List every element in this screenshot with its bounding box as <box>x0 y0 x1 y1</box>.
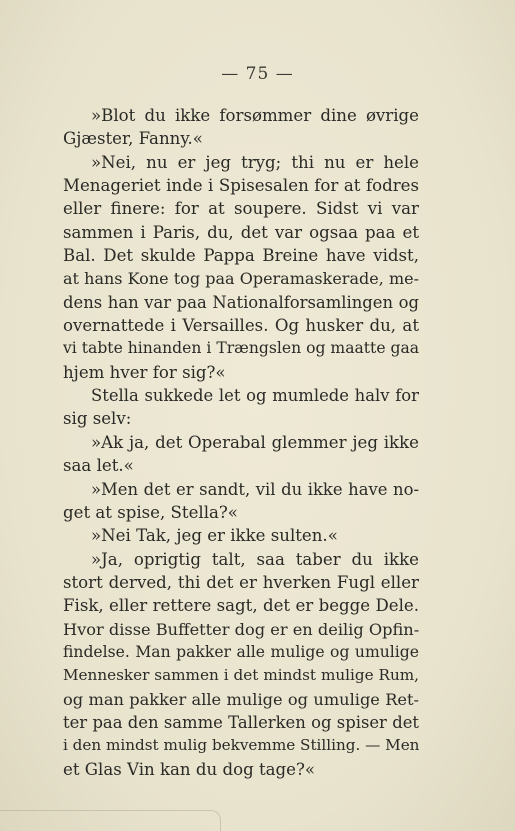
text-line: Fisk, eller rettere sagt, det er begge Dele. <box>63 596 419 616</box>
text-line: Gjæster, Fanny.« <box>63 129 203 149</box>
page-text <box>63 104 419 781</box>
text-line: dens han var paa Nationalforsamlingen og <box>63 292 419 312</box>
text-line: Menageriet inde i Spisesalen for at fodres <box>63 176 419 196</box>
text-line: Mennesker sammen i det mindst mulige Rum, <box>63 666 419 685</box>
text-line: og man pakker alle mulige og umulige Ret- <box>63 689 419 709</box>
text-line: findelse. Man pakker alle mulige og umulige <box>63 642 419 661</box>
text-line: sammen i Paris, du, det var ogsaa paa et <box>63 222 419 242</box>
text-line: get at spise, Stella?« <box>63 502 238 522</box>
text-line: vi tabte hinanden i Trængslen og maatte gaa <box>63 339 419 358</box>
page-number: — 75 — <box>221 64 294 84</box>
text-line: ter paa den samme Tallerken og spiser det <box>63 712 419 732</box>
text-line: at hans Kone tog paa Operamaskerade, me- <box>63 269 419 289</box>
text-line: Hvor disse Buffetter dog er en deilig Opfin- <box>63 619 419 639</box>
text-line: »Men det er sandt, vil du ikke have no- <box>91 479 419 499</box>
text-line: overnattede i Versailles. Og husker du, at <box>63 316 419 336</box>
text-line: saa let.« <box>63 456 134 476</box>
text-line: stort derved, thi det er hverken Fugl eller <box>63 572 419 592</box>
text-line: »Nei, nu er jeg tryg; thi nu er hele <box>91 152 419 172</box>
text-line: hjem hver for sig?« <box>63 362 226 382</box>
text-line: i den mindst mulig bekvemme Stilling. — Men <box>63 736 419 755</box>
text-line: »Blot du ikke forsømmer dine øvrige <box>91 106 419 125</box>
text-line: »Nei Tak, jeg er ikke sulten.« <box>91 526 338 546</box>
page-edge-mark <box>0 810 221 831</box>
text-line: »Ja, oprigtig talt, saa taber du ikke <box>91 549 419 569</box>
text-line: eller finere: for at soupere. Sidst vi var <box>63 199 419 219</box>
text-line: sig selv: <box>63 409 132 429</box>
text-line: »Ak ja, det Operabal glemmer jeg ikke <box>91 432 419 452</box>
text-line: Stella sukkede let og mumlede halv for <box>91 386 419 406</box>
text-line: et Glas Vin kan du dog tage?« <box>63 759 316 779</box>
text-line: Bal. Det skulde Pappa Breine have vidst, <box>63 246 419 266</box>
